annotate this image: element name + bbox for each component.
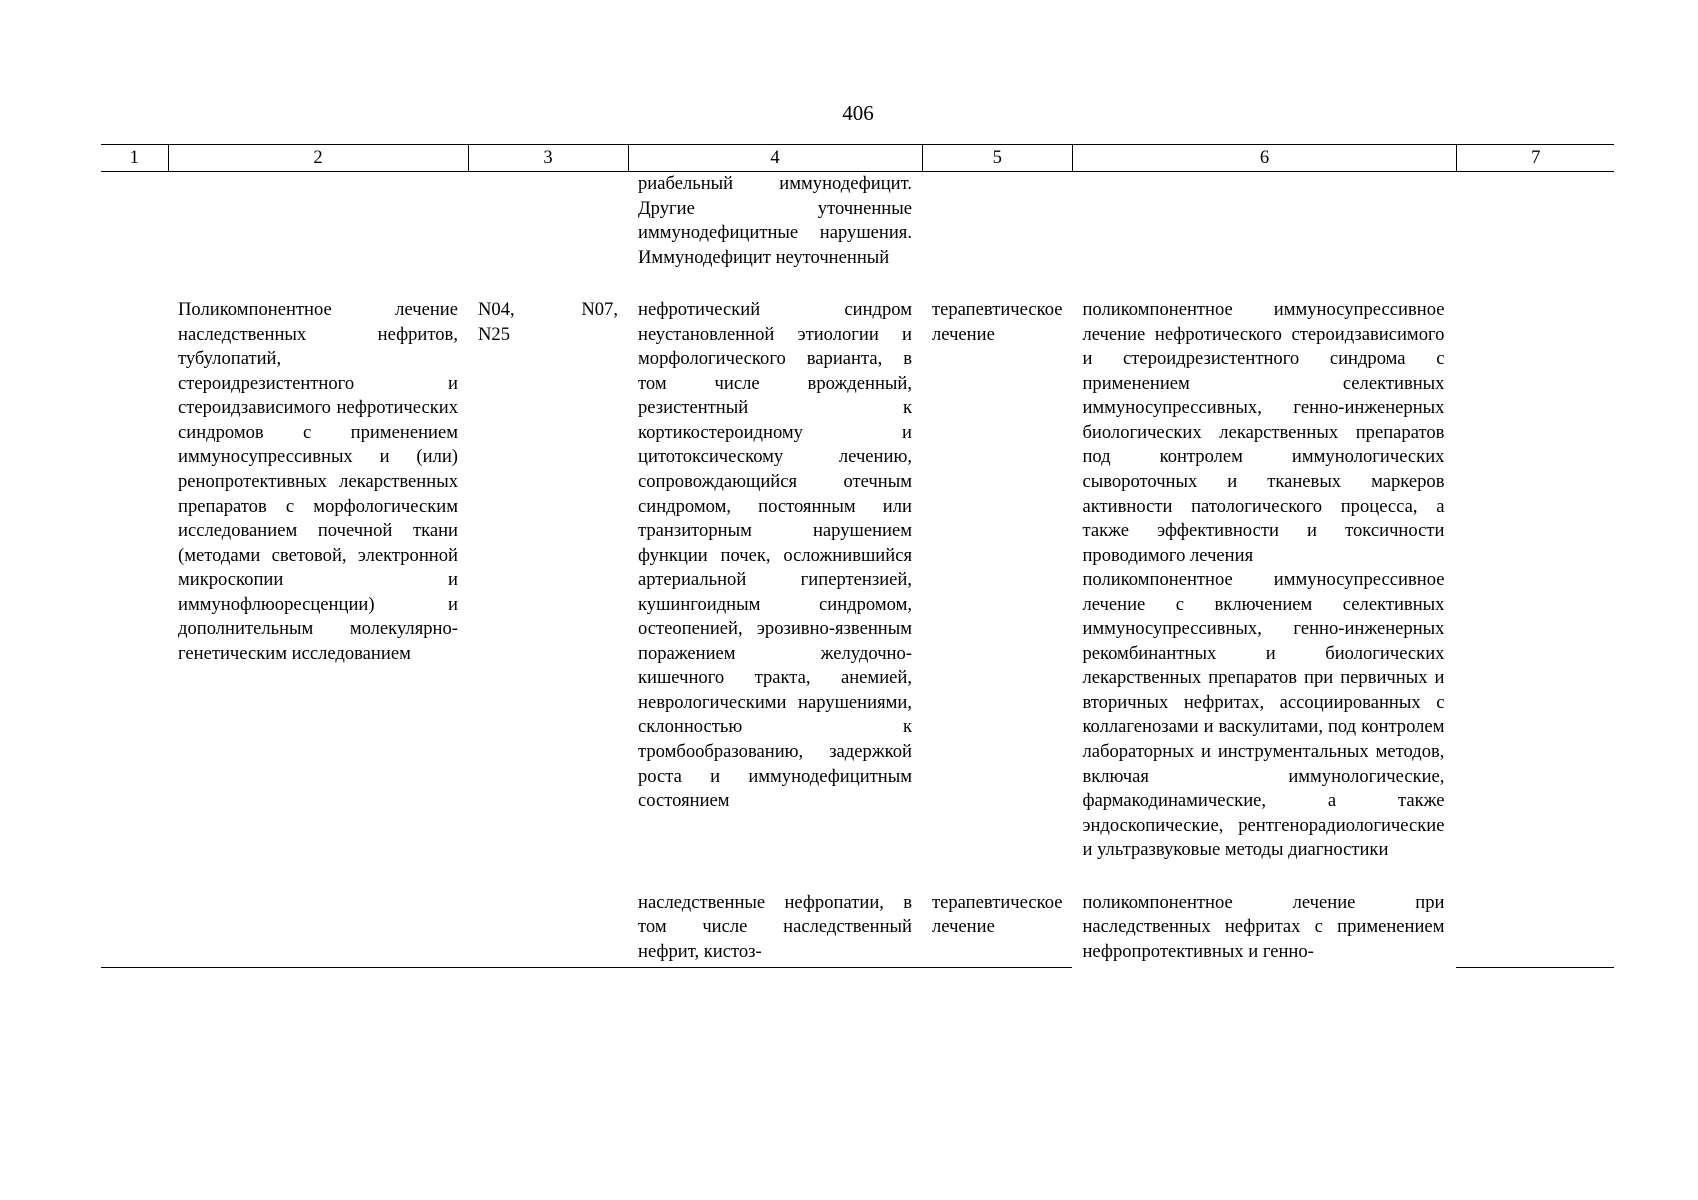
table-row: [101, 298, 1614, 863]
row3-treatment-type: [922, 891, 1072, 968]
row2-method-b: поликомпонентное иммуносупрессивное лечение с включением селективных иммуносупрессивных, генно-инженерных рекомбинантных и биологических лекарственных препаратов при первичных и вторичных нефритах, ассоциированных с коллагенозами и васкулитами, под контролем лабораторных и инструментальных методов, включая иммунологические, фармакодинамические, а также эндоскопические, рентгенорадиологические и ультразвуковые методы диагностики: [1082, 569, 1445, 861]
icd-code-n25: N25: [478, 323, 511, 345]
row2-col1: [101, 298, 168, 863]
header-col-4: 4: [628, 145, 922, 172]
row3-diagnosis: [628, 891, 922, 968]
row2-treatment-type: терапевтическое лечение: [932, 299, 1063, 345]
row3-treatment-type-text: терапевтическое лечение: [932, 891, 1063, 938]
row2-col7: [1456, 298, 1614, 863]
row2-method-a: поликомпонентное иммуносупрессивное лечение нефротического стероидзависимого и стероидрезистентного синдрома с применением селективных иммуносупрессивных, генно-инженерных биологических лекарственных препаратов под контролем иммунологических сывороточных и тканевых маркеров активности патологического процесса, а также эффективности и токсичности проводимого лечения: [1082, 299, 1445, 566]
table-row: [101, 172, 1614, 271]
row2-treatment-name: Поликомпонентное лечение наследственных нефритов, тубулопатий, стероидрезистентного и стероидзависимого нефротических синдромов с применением иммуносупрессивных и (или) ренопротективных лекарственных препаратов с морфологическим исследованием почечной ткани (методами световой, электронной микроскопии и иммунофлюоресценции) и дополнительным молекулярно-генетическим исследованием: [178, 299, 458, 664]
header-col-1: 1: [101, 145, 168, 172]
row3-col1: [101, 891, 168, 968]
medical-care-table: [101, 144, 1614, 968]
row2-treatment-method: [1072, 298, 1456, 863]
row3-treatment-method-text: поликомпонентное лечение при наследственных нефритах с применением нефропротективных и генно-: [1082, 891, 1445, 962]
row1-col5: [922, 172, 1072, 271]
row1-col2: [168, 172, 468, 271]
row2-icd-codes: [468, 298, 628, 863]
header-col-3: 3: [468, 145, 628, 172]
table-header-row: [101, 145, 1614, 172]
row3-col2: [168, 891, 468, 968]
header-col-2: 2: [168, 145, 468, 172]
icd-code-n04: N04,: [478, 299, 515, 321]
table-row: [101, 891, 1614, 968]
row3-diagnosis-text: наследственные нефропатии, в том числе наследственный нефрит, кистоз-: [638, 891, 912, 962]
row2-diagnosis: нефротический синдром неустановленной этиологии и морфологического варианта, в том числе врожденный, резистентный к кортикостероидному и цитотоксическому лечению, сопровождающийся отечным синдромом, постоянным или транзиторным нарушением функции почек, осложнившийся артериальной гипертензией, кушингоидным синдромом, остеопенией, эрозивно-язвенным поражением желудочно-кишечного тракта, анемией, неврологическими нарушениями, склонностью к тромбообразованию, задержкой роста и иммунодефицитным состоянием: [638, 299, 912, 812]
row3-col7: [1456, 891, 1614, 968]
page-number: 406: [842, 101, 874, 125]
header-col-5: 5: [922, 145, 1072, 172]
row3-col3: [468, 891, 628, 968]
row1-col7: [1456, 172, 1614, 271]
header-col-6: 6: [1072, 145, 1456, 172]
row1-diagnosis: риабельный иммунодефицит. Другие уточненные иммунодефицитные нарушения. Иммунодефицит неуточненный: [638, 173, 912, 268]
row1-col3: [468, 172, 628, 271]
row3-treatment-method: [1072, 891, 1456, 968]
row1-col6: [1072, 172, 1456, 271]
row1-col1: [101, 172, 168, 271]
header-col-7: 7: [1456, 145, 1614, 172]
icd-code-n07: N07,: [581, 299, 618, 321]
